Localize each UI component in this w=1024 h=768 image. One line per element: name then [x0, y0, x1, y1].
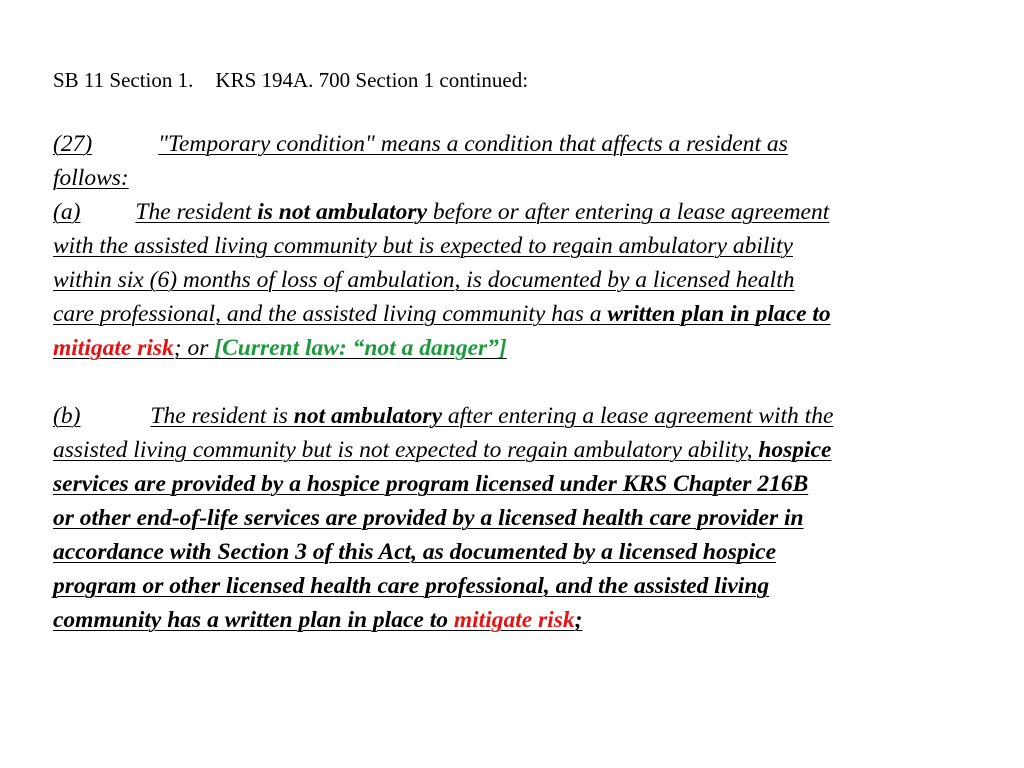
para-b-emphasis: or other end-of-life services are provided by a licensed health care provider in — [53, 505, 804, 531]
definition-text-cont: follows: — [53, 165, 129, 191]
para-b-emphasis: program or other licensed health care professional, and the assisted living — [53, 573, 770, 599]
mitigate-risk-highlight: mitigate risk — [453, 607, 575, 633]
para-a-line-1 — [53, 195, 1003, 229]
para-b-line-7 — [53, 603, 1003, 637]
statute-text — [53, 127, 1003, 637]
para-a-emphasis: written plan in place to — [607, 301, 831, 327]
para-a-line-3 — [53, 263, 1003, 297]
definition-line-2 — [53, 161, 1003, 195]
para-b-label: (b) — [53, 403, 81, 429]
para-a-line-2 — [53, 229, 1003, 263]
definition-number: (27) — [53, 131, 93, 157]
para-b-emphasis: services are provided by a hospice program licensed under KRS Chapter 216B — [53, 471, 809, 497]
para-b-line-2 — [53, 433, 1003, 467]
para-a-text: within six (6) months of loss of ambulation, is documented by a licensed health — [53, 267, 795, 293]
para-a-emphasis: is not ambulatory — [257, 199, 428, 225]
para-b-line-5 — [53, 535, 1003, 569]
definition-text: "Temporary condition" means a condition that affects a resident as — [158, 131, 788, 157]
para-b-emphasis: community has a written plan in place to — [53, 607, 454, 633]
para-b-line-1 — [53, 399, 1003, 433]
para-a-line-4 — [53, 297, 1003, 331]
para-a-text: The resident — [135, 199, 258, 225]
para-b-emphasis: accordance with Section 3 of this Act, as documented by a licensed hospice — [53, 539, 777, 565]
para-a-label: (a) — [53, 199, 81, 225]
para-b-emphasis: not ambulatory — [293, 403, 443, 429]
para-b-line-6 — [53, 569, 1003, 603]
para-b-terminator: ; — [574, 607, 583, 633]
para-a-text: with the assisted living community but is expected to regain ambulatory ability — [53, 233, 793, 259]
mitigate-risk-highlight: mitigate risk — [53, 335, 174, 361]
para-a-text: care professional, and the assisted living community has a — [53, 301, 608, 327]
bill-reference: SB 11 Section 1. — [53, 68, 194, 92]
para-b-emphasis: hospice — [758, 437, 832, 463]
para-a-line-5 — [53, 331, 1003, 365]
statute-reference: KRS 194A. 700 Section 1 continued: — [215, 68, 529, 92]
para-b-text: The resident is — [150, 403, 294, 429]
definition-line-1 — [53, 127, 1003, 161]
slide-header — [53, 66, 528, 94]
para-b-text: assisted living community but is not expected to regain ambulatory ability, — [53, 437, 759, 463]
para-b-line-3 — [53, 467, 1003, 501]
para-a-text: before or after entering a lease agreement — [427, 199, 830, 225]
para-b-line-4 — [53, 501, 1003, 535]
para-b-text: after entering a lease agreement with the — [442, 403, 834, 429]
para-a-text: ; or — [173, 335, 209, 361]
current-law-note: [Current law: “not a danger”] — [214, 335, 507, 361]
